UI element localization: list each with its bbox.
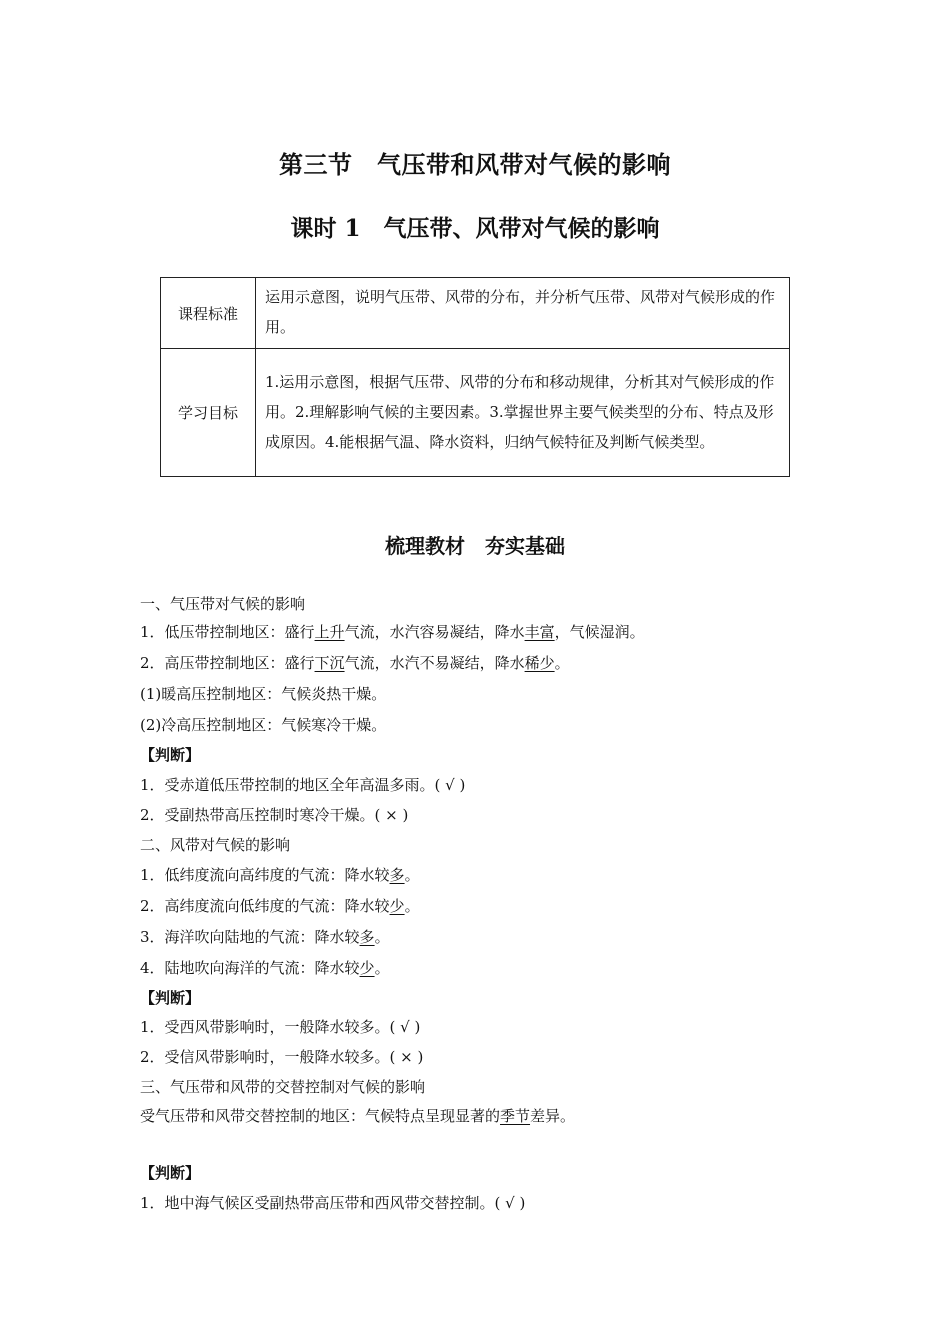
standards-table [160, 277, 790, 477]
answer: 季节 [500, 1107, 531, 1125]
part3-text [140, 1106, 575, 1126]
answer: 上升 [314, 623, 345, 641]
judge-label: 【判断】 [140, 746, 201, 764]
text: 。 [374, 959, 390, 977]
answer: 稀少 [524, 654, 555, 672]
text: 2．高纬度流向低纬度的气流：降水较 [140, 897, 390, 915]
row-text-standard: 运用示意图，说明气压带、风带的分布，并分析气压带、风带对气候形成的作用。 [256, 278, 790, 349]
answer: 多 [359, 928, 375, 946]
text: 3．海洋吹向陆地的气流：降水较 [140, 928, 360, 946]
answer: 丰富 [524, 623, 555, 641]
part1-item2 [140, 653, 570, 673]
answer: 少 [389, 897, 405, 915]
answer: 多 [389, 866, 405, 884]
judge-label: 【判断】 [140, 1164, 201, 1182]
part2-item3 [140, 927, 390, 947]
part1-item1 [140, 622, 645, 642]
table-row [161, 278, 790, 349]
text: 。 [374, 928, 390, 946]
row-label-standard: 课程标准 [161, 278, 256, 349]
part1-heading: 一、气压带对气候的影响 [140, 595, 306, 613]
part1-judge2: 2．受副热带高压控制时寒冷干燥。( × ) [140, 806, 409, 824]
part1-sub2: (2)冷高压控制地区：气候寒冷干燥。 [140, 716, 387, 734]
text: 4．陆地吹向海洋的气流：降水较 [140, 959, 360, 977]
text: ，气候湿润。 [554, 623, 645, 641]
part2-judge2: 2．受信风带影响时，一般降水较多。( × ) [140, 1048, 424, 1066]
text: 2．高压带控制地区：盛行 [140, 654, 315, 672]
part2-item1 [140, 865, 420, 885]
part3-judge1: 1．地中海气候区受副热带高压带和西风带交替控制。( √ ) [140, 1194, 526, 1212]
text: 差异。 [530, 1107, 576, 1125]
lesson-title: 课时 1 气压带、风带对气候的影响 [290, 215, 660, 242]
text: 。 [554, 654, 570, 672]
part2-item4 [140, 958, 390, 978]
part2-item2 [140, 896, 420, 916]
judge-label: 【判断】 [140, 989, 201, 1007]
answer: 下沉 [314, 654, 345, 672]
text: 受气压带和风带交替控制的地区：气候特点呈现显著的 [140, 1107, 501, 1125]
table-row [161, 349, 790, 477]
section-title: 第三节 气压带和风带对气候的影响 [279, 151, 671, 179]
row-text-goals: 1.运用示意图，根据气压带、风带的分布和移动规律，分析其对气候形成的作用。2.理解影响气候的主要因素。3.掌握世界主要气候类型的分布、特点及形成原因。4.能根据气温、降水资料，归纳气候特征及判断气候类型。 [256, 349, 790, 477]
text: 。 [404, 897, 420, 915]
text: 。 [404, 866, 420, 884]
row-label-goals: 学习目标 [161, 349, 256, 477]
answer: 少 [359, 959, 375, 977]
part2-judge1: 1．受西风带影响时，一般降水较多。( √ ) [140, 1018, 421, 1036]
text: 1．低纬度流向高纬度的气流：降水较 [140, 866, 390, 884]
part2-heading: 二、风带对气候的影响 [140, 836, 291, 854]
text: 1．低压带控制地区：盛行 [140, 623, 315, 641]
part1-sub1: (1)暖高压控制地区：气候炎热干燥。 [140, 685, 387, 703]
part3-heading: 三、气压带和风带的交替控制对气候的影响 [140, 1078, 426, 1096]
text: 气流，水汽容易凝结，降水 [344, 623, 525, 641]
part1-judge1: 1．受赤道低压带控制的地区全年高温多雨。( √ ) [140, 776, 466, 794]
section-heading: 梳理教材 夯实基础 [385, 534, 565, 558]
text: 气流，水汽不易凝结，降水 [344, 654, 525, 672]
